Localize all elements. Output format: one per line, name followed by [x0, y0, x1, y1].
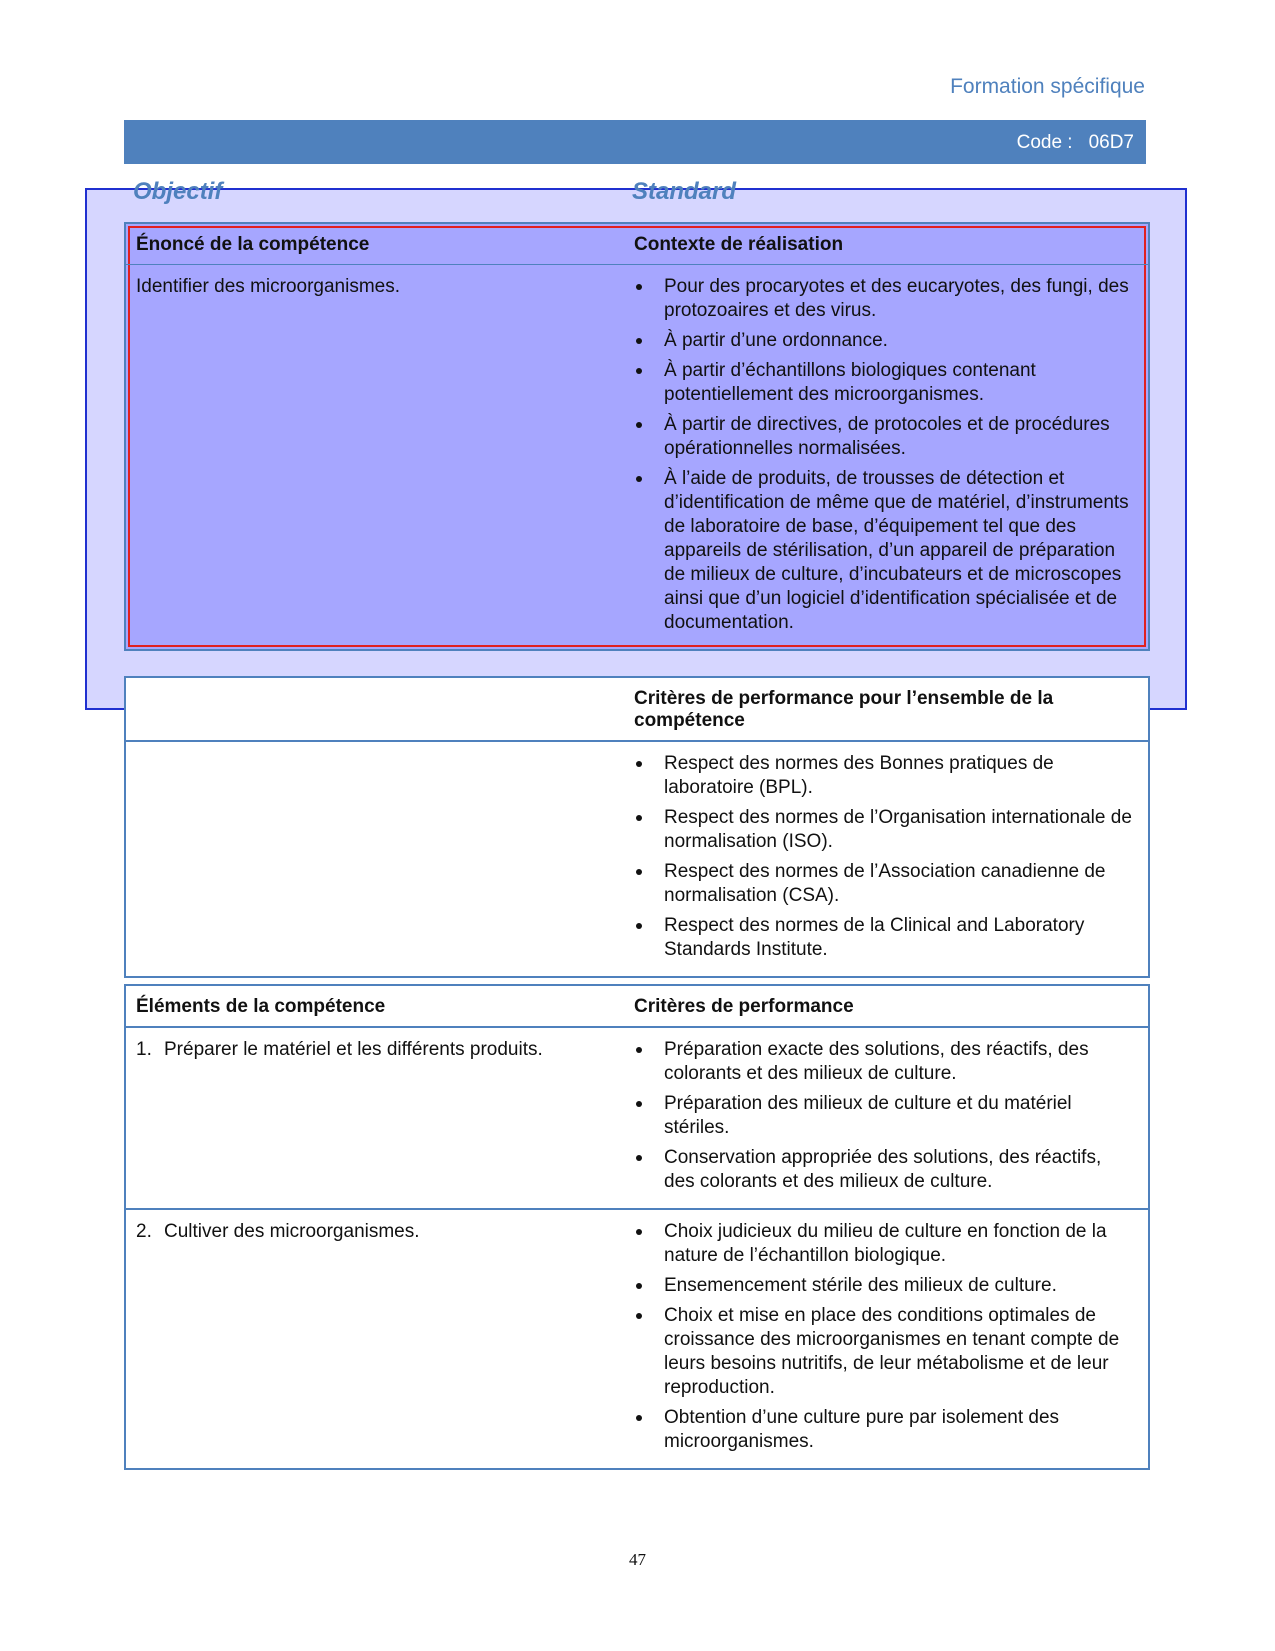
code-bar [124, 120, 1146, 164]
statement-header: Énoncé de la compétence [136, 234, 370, 255]
context-list [634, 275, 1136, 635]
objective-title: Objectif [133, 178, 223, 205]
list-item: Préparation exacte des solutions, des réactifs, des colorants et des milieux de culture. [634, 1038, 1136, 1086]
element-item [136, 1220, 634, 1244]
list-item: À partir d’une ordonnance. [634, 329, 1136, 353]
criteria-cell [634, 1210, 1146, 1468]
code-value: 06D7 [1088, 132, 1134, 153]
element-number: 2. [136, 1221, 152, 1242]
list-item: Respect des normes de l’Organisation internationale de normalisation (ISO). [634, 806, 1136, 854]
table-header-row [126, 678, 1148, 740]
competence-statement: Identifier des microorganismes. [136, 276, 400, 297]
table-header-row [126, 224, 1148, 264]
overall-criteria-header: Critères de performance pour l’ensemble de la compétence [634, 688, 1054, 731]
performance-criteria-header: Critères de performance [634, 996, 854, 1017]
element-cell [126, 1028, 634, 1208]
empty-cell [126, 742, 634, 976]
list-item: Choix et mise en place des conditions optimales de croissance des microorganismes en tenant compte de leurs besoins nutritifs, de leur métabolisme et de leur reproduction. [634, 1304, 1136, 1400]
element-item [136, 1038, 634, 1062]
context-header: Contexte de réalisation [634, 234, 844, 255]
list-item: À l’aide de produits, de trousses de détection et d’identification de même que de matériel, d’instruments de laboratoire de base, d’équipement tel que des appareils de stérilisation, d’un appareil de préparation de milieux de culture, d’incubateurs et de microscopes ainsi que d’un logiciel d’identification spécialisée et de documentation. [634, 467, 1136, 635]
element-number: 1. [136, 1039, 152, 1060]
code-label-group [1017, 132, 1134, 154]
criteria-list [634, 1038, 1136, 1194]
list-item: Respect des normes de la Clinical and Laboratory Standards Institute. [634, 914, 1136, 962]
table-row [126, 1208, 1148, 1468]
standard-title: Standard [632, 178, 737, 205]
table-row [126, 740, 1148, 976]
element-text: Préparer le matériel et les différents produits. [164, 1039, 543, 1060]
element-text: Cultiver des microorganismes. [164, 1221, 420, 1242]
criteria-cell [634, 742, 1146, 976]
page-number: 47 [629, 1550, 646, 1569]
context-cell [634, 265, 1146, 649]
list-item: Obtention d’une culture pure par isolement des microorganismes. [634, 1406, 1136, 1454]
elements-header: Éléments de la compétence [136, 996, 386, 1017]
list-item: Ensemencement stérile des milieux de culture. [634, 1274, 1136, 1298]
criteria-list [634, 752, 1136, 962]
table-row [126, 264, 1148, 649]
criteria-cell [634, 1028, 1146, 1208]
criteria-list [634, 1220, 1136, 1454]
element-cell [126, 1210, 634, 1468]
list-item: Respect des normes de l’Association canadienne de normalisation (CSA). [634, 860, 1136, 908]
elements-table [124, 984, 1150, 1470]
list-item: Préparation des milieux de culture et du matériel stériles. [634, 1092, 1136, 1140]
list-item: Conservation appropriée des solutions, des réactifs, des colorants et des milieux de culture. [634, 1146, 1136, 1194]
table-row [126, 1026, 1148, 1208]
code-label: Code : [1016, 132, 1073, 153]
list-item: À partir d’échantillons biologiques contenant potentiellement des microorganismes. [634, 359, 1136, 407]
competence-table [124, 222, 1150, 651]
section-title: Formation spécifique [950, 75, 1145, 98]
list-item: Pour des procaryotes et des eucaryotes, des fungi, des protozoaires et des virus. [634, 275, 1136, 323]
table-header-row [126, 986, 1148, 1026]
list-item: Choix judicieux du milieu de culture en fonction de la nature de l’échantillon biologique. [634, 1220, 1136, 1268]
list-item: Respect des normes des Bonnes pratiques de laboratoire (BPL). [634, 752, 1136, 800]
empty-header [126, 678, 634, 740]
overall-criteria-table [124, 676, 1150, 978]
list-item: À partir de directives, de protocoles et de procédures opérationnelles normalisées. [634, 413, 1136, 461]
